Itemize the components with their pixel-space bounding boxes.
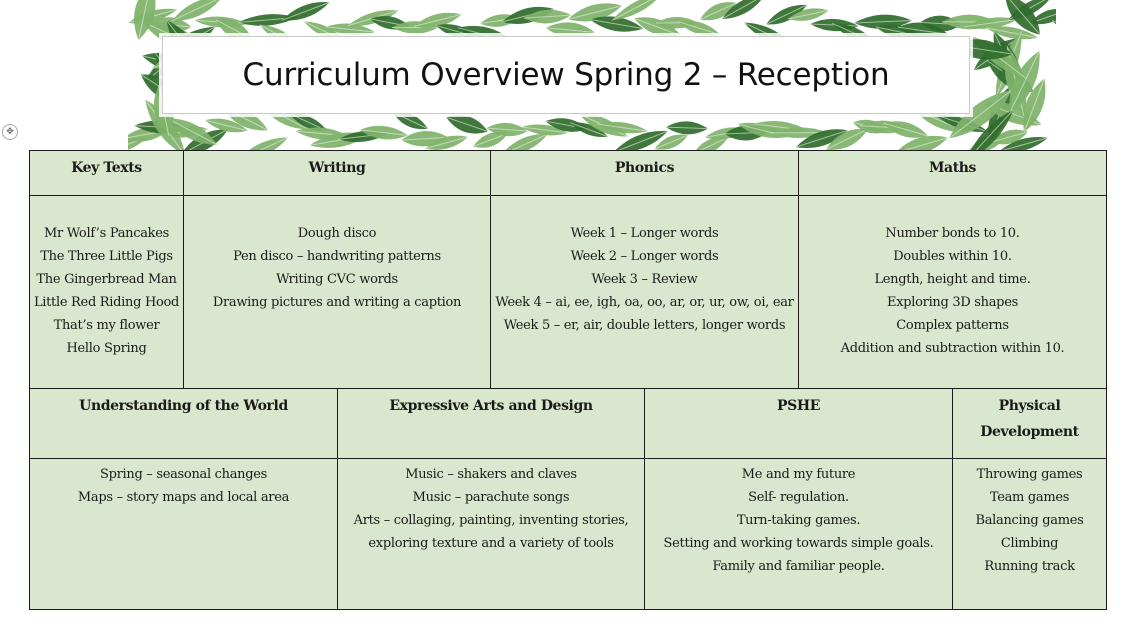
header-understanding-world: Understanding of the World <box>30 389 338 459</box>
move-icon: ✥ <box>6 127 14 137</box>
header-expressive-arts: Expressive Arts and Design <box>338 389 645 459</box>
cell-line: Throwing games <box>976 467 1083 482</box>
cell-line: Doubles within 10. <box>893 249 1012 264</box>
cell-line: Maps – story maps and local area <box>77 490 290 505</box>
cell-line: Dough disco <box>297 226 377 241</box>
cell-line: Arts – collaging, painting, inventing stories, <box>353 513 629 528</box>
cell-line: Week 3 – Review <box>591 272 698 287</box>
cell-line: Week 4 – ai, ee, igh, oa, oo, ar, or, ur, ow, oi, ear <box>495 295 794 310</box>
cell-line: Music – shakers and claves <box>405 467 577 482</box>
cell-understanding-world <box>30 459 338 610</box>
cell-line: The Three Little Pigs <box>40 249 173 264</box>
cell-line: Week 1 – Longer words <box>570 226 719 241</box>
header-key-texts: Key Texts <box>30 151 184 196</box>
bottom-body-row <box>30 459 1107 610</box>
header-maths: Maths <box>799 151 1107 196</box>
header-physical-development: Physical Development <box>953 389 1107 459</box>
page-title: Curriculum Overview Spring 2 – Reception <box>242 57 890 93</box>
top-curriculum-table <box>29 150 1107 411</box>
cell-line: Self- regulation. <box>748 490 849 505</box>
cell-line: Length, height and time. <box>874 272 1031 287</box>
cell-line: Me and my future <box>741 467 856 482</box>
cell-line: exploring texture and a variety of tools <box>368 536 614 551</box>
cell-line: Running track <box>984 559 1075 574</box>
header-pshe: PSHE <box>645 389 953 459</box>
cell-pshe <box>645 459 953 610</box>
cell-line: Hello Spring <box>66 341 147 356</box>
cell-line: Team games <box>989 490 1070 505</box>
move-handle[interactable] <box>2 124 18 140</box>
cell-phonics <box>491 196 799 411</box>
cell-line: Addition and subtraction within 10. <box>840 341 1065 356</box>
cell-writing <box>184 196 491 411</box>
cell-line: Complex patterns <box>896 318 1009 333</box>
cell-line: Drawing pictures and writing a caption <box>212 295 462 310</box>
cell-line: Pen disco – handwriting patterns <box>233 249 441 264</box>
cell-key-texts <box>30 196 184 411</box>
leaf-shape <box>443 110 490 139</box>
cell-line: Setting and working towards simple goals. <box>663 536 934 551</box>
cell-physical-development <box>953 459 1107 610</box>
cell-line: That’s my flower <box>53 318 160 333</box>
cell-line: Week 2 – Longer words <box>570 249 719 264</box>
top-header-row <box>30 151 1107 196</box>
cell-line: Family and familiar people. <box>712 559 885 574</box>
leaf-shape <box>235 132 290 150</box>
cell-line: Exploring 3D shapes <box>887 295 1018 310</box>
cell-line: The Gingerbread Man <box>36 272 177 287</box>
cell-maths <box>799 196 1107 411</box>
cell-line: Climbing <box>1000 536 1059 551</box>
bottom-curriculum-table <box>29 388 1107 610</box>
top-body-row <box>30 196 1107 411</box>
cell-line: Turn-taking games. <box>736 513 861 528</box>
leaf-shape <box>666 121 709 135</box>
cell-line: Spring – seasonal changes <box>99 467 268 482</box>
header-phonics: Phonics <box>491 151 799 196</box>
cell-line: Mr Wolf’s Pancakes <box>44 226 169 241</box>
cell-expressive-arts <box>338 459 645 610</box>
cell-line: Number bonds to 10. <box>885 226 1020 241</box>
cell-line: Writing CVC words <box>276 272 398 287</box>
cell-line: Balancing games <box>975 513 1084 528</box>
bottom-header-row <box>30 389 1107 459</box>
cell-line: Little Red Riding Hood <box>33 295 180 310</box>
cell-line: Music – parachute songs <box>412 490 570 505</box>
cell-line: Week 5 – er, air, double letters, longer words <box>503 318 786 333</box>
header-writing: Writing <box>184 151 491 196</box>
